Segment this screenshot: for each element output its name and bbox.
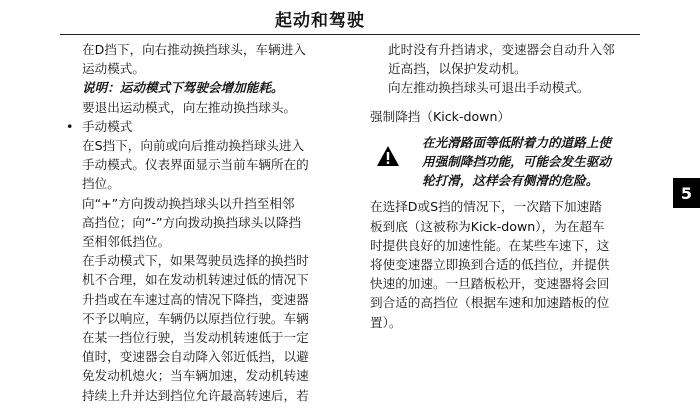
warning-line: 在光滑路面等低附着力的道路上使 <box>422 134 611 150</box>
kick-down-paragraph <box>370 197 642 331</box>
shift-direction-paragraph <box>64 194 360 252</box>
text-line: 时提供良好的加速性能。在某些车速下，这 <box>370 237 610 253</box>
kick-down-heading: 强制降挡（Kick-down） <box>370 108 511 124</box>
text-line: 板到底（这被称为Kick-down），为在超车 <box>370 218 605 234</box>
text-line: 挡位。 <box>82 176 120 192</box>
warning-line: 轮打滑，这样会有侧滑的危险。 <box>422 173 599 189</box>
text-line: 不予以响应，车辆仍以原挡位行驶。车辆 <box>82 310 309 326</box>
text-line: 免发动机熄火；当车辆加速，发动机转速 <box>82 368 309 384</box>
text-line: 在S挡下，向前或向后推动换挡球头进入 <box>82 138 305 154</box>
page-title: 起动和驾驶 <box>275 11 365 31</box>
right-column <box>370 40 642 332</box>
text-line: 机不合理，如在发动机转速过低的情况下 <box>82 272 309 288</box>
text-line: 向“+”方向拨动换挡球头以升挡至相邻 <box>82 195 295 211</box>
text-line: 在选择D或S挡的情况下，一次踏下加速踏 <box>370 199 602 215</box>
text-line: 在手动模式下，如果驾驶员选择的换挡时 <box>82 253 309 269</box>
header-divider <box>60 34 640 35</box>
shift-logic-paragraph <box>64 251 360 405</box>
exit-manual-mode-text: 向左推动换挡球头可退出手动模式。 <box>388 80 590 96</box>
text-line: 升挡或在车速过高的情况下降挡，变速器 <box>82 291 309 307</box>
warning-triangle-icon <box>376 145 400 167</box>
text-line: 近高挡，以保护发动机。 <box>388 61 527 77</box>
text-line: 快速的加速。一旦踏板松开，变速器将会回 <box>370 276 610 292</box>
warning-line: 用强制降挡功能，可能会发生驱动 <box>422 154 611 170</box>
text-line: 值时，变速器会自动降入邻近低挡，以避 <box>82 349 309 365</box>
kick-down-warning <box>370 133 642 191</box>
text-line: 此时没有升挡请求，变速器会自动升入邻 <box>388 42 615 57</box>
manual-mode-bullet <box>64 117 360 136</box>
text-line: 运动模式。 <box>82 61 145 77</box>
sport-mode-paragraph <box>64 40 360 78</box>
bullet-dot: • <box>66 118 74 134</box>
text-line: 置）。 <box>370 314 402 330</box>
text-line: 在某一挡位行驶，当发动机转速低于一定 <box>82 330 309 346</box>
manual-mode-enter-paragraph <box>64 136 360 194</box>
text-line: 至相邻低挡位。 <box>82 234 171 250</box>
sport-mode-note: 说明：运动模式下驾驶会增加能耗。 <box>82 80 284 96</box>
text-line: 将使变速器立即换到合适的低挡位，并提供 <box>370 257 610 273</box>
text-line: 持续上升并达到挡位允许最高转速后，若 <box>82 387 309 403</box>
text-line: 手动模式。仪表界面显示当前车辆所在的 <box>82 157 309 173</box>
text-line: 在D挡下，向右推动换挡球头，车辆进入 <box>82 42 306 57</box>
text-line: 高挡位；向“-”方向拨动换挡球头以降挡 <box>82 214 302 230</box>
manual-mode-heading: 手动模式 <box>82 118 133 134</box>
chapter-tab: 5 <box>673 178 700 208</box>
text-line: 到合适的高挡位（根据车速和加速踏板的位 <box>370 295 610 311</box>
left-column <box>64 40 360 405</box>
auto-upshift-paragraph <box>370 40 642 78</box>
exit-sport-mode-text: 要退出运动模式，向左推动换挡球头。 <box>82 99 297 115</box>
